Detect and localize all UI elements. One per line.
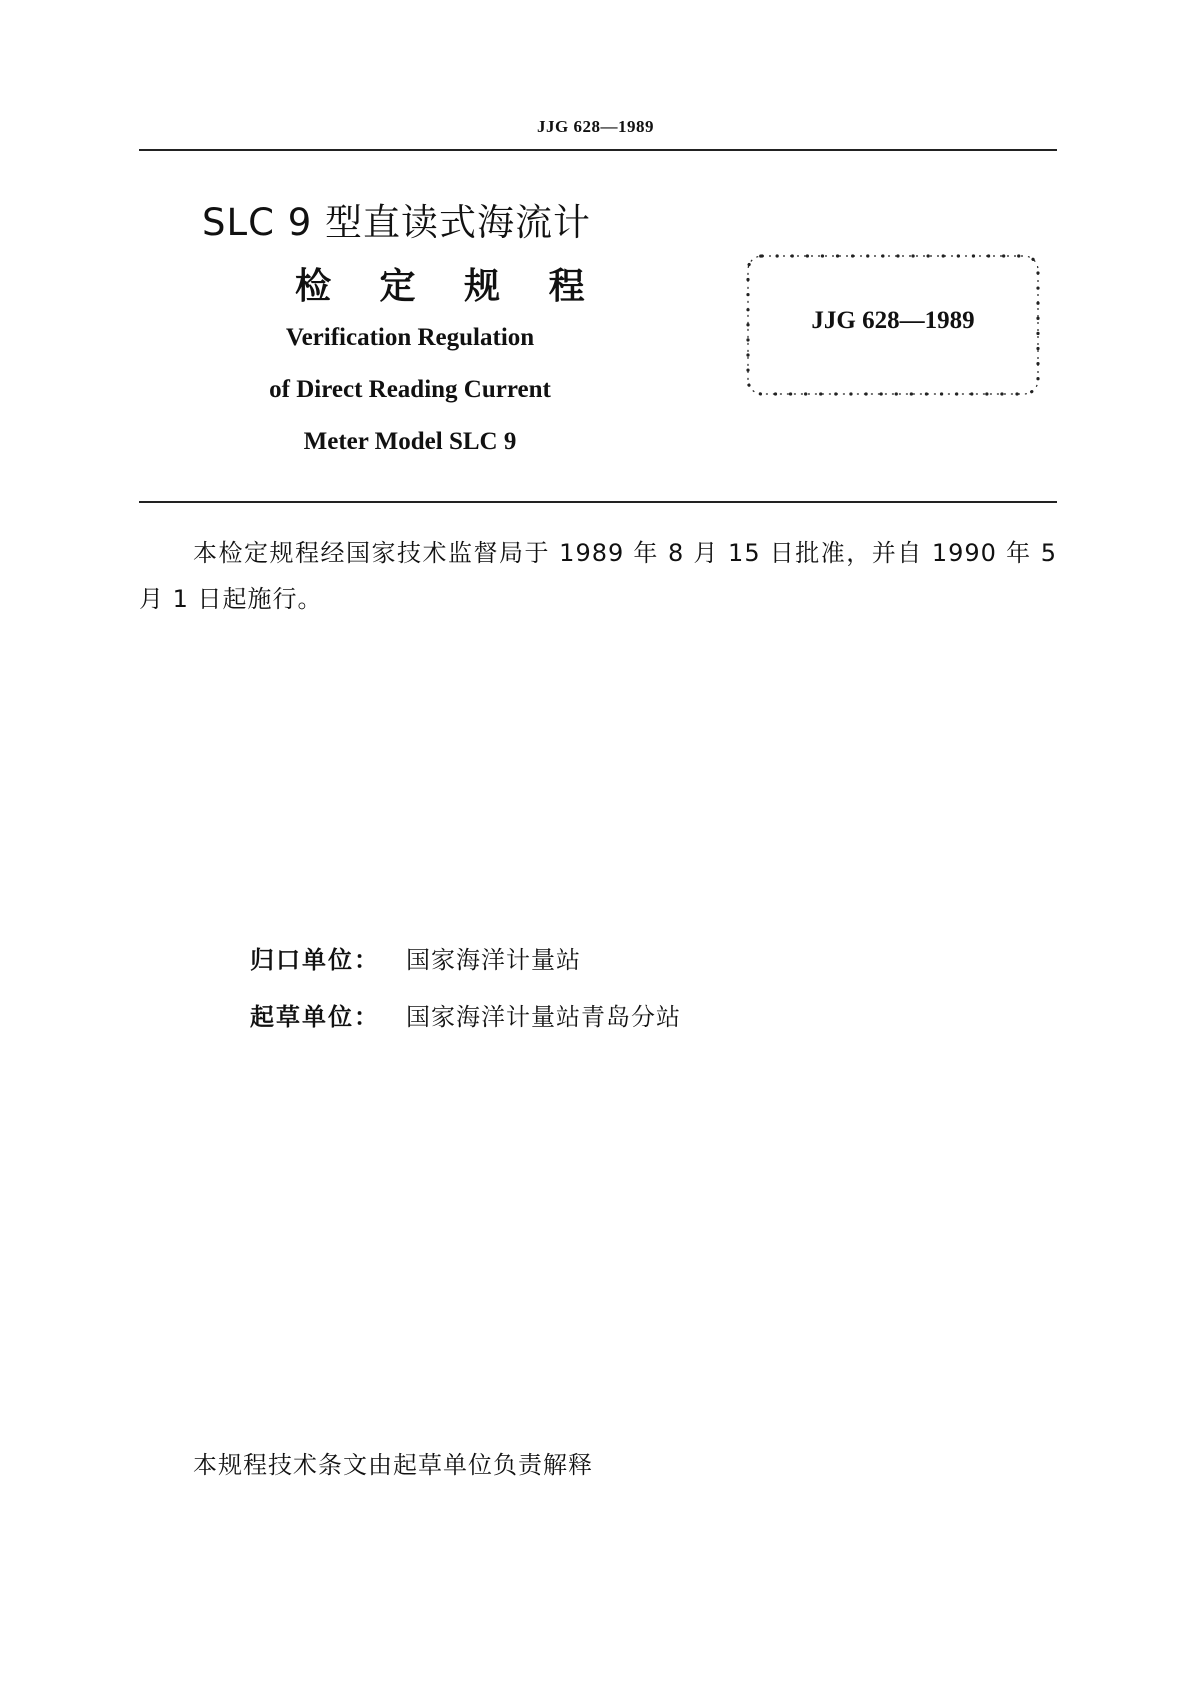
- header-standard-code: JJG 628—1989: [537, 117, 654, 136]
- interpretation-note: 本规程技术条文由起草单位负责解释: [193, 1451, 593, 1479]
- drafting-unit-value: 国家海洋计量站青岛分站: [406, 1003, 681, 1031]
- responsible-unit-value: 国家海洋计量站: [406, 946, 581, 974]
- responsible-unit-label: 归口单位：: [250, 946, 380, 974]
- drafting-unit-label: 起草单位：: [250, 1003, 380, 1031]
- responsible-unit-row: [250, 940, 581, 975]
- drafting-unit-row: [250, 997, 681, 1032]
- standard-code-label: JJG 628—1989: [811, 307, 975, 334]
- title-english-line-2: of Direct Reading Current: [269, 376, 551, 403]
- top-divider: [139, 149, 1057, 151]
- title-chinese: SLC 9 型直读式海流计: [202, 201, 591, 244]
- standard-code-box: [742, 250, 1044, 400]
- subtitle-chinese: 检 定 规 程: [295, 266, 603, 307]
- middle-divider: [139, 501, 1057, 503]
- approval-statement: 本检定规程经国家技术监督局于 1989 年 8 月 15 日批准，并自 1990 年 5 月 1 日起施行。: [139, 539, 1057, 613]
- title-english-line-3: Meter Model SLC 9: [303, 428, 517, 455]
- title-english-line-1: Verification Regulation: [285, 324, 535, 351]
